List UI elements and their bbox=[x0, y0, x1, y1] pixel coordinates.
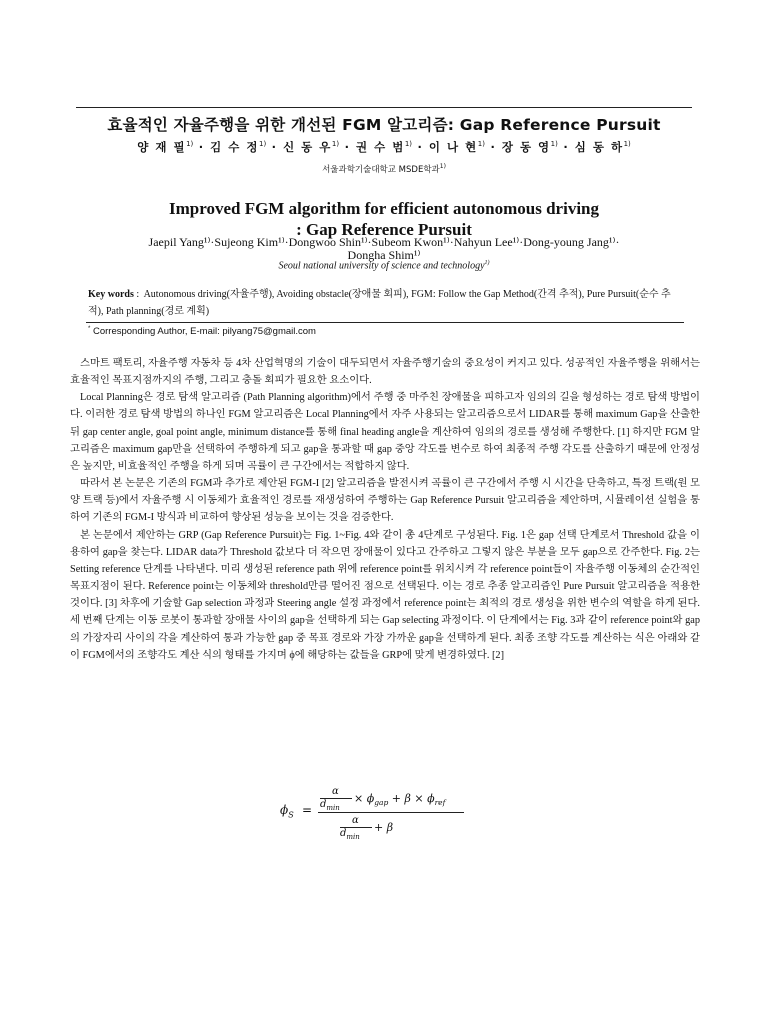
body-paragraph-1: 스마트 팩토리, 자율주행 자동차 등 4차 산업혁명의 기술이 대두되면서 자율주행기술의 중요성이 커지고 있다. 성공적인 자율주행을 위해서는 효율적인 목표지점까지의 주행, 그리고 충돌 회피가 필요한 요소이다. bbox=[70, 358, 700, 387]
formula-fraction-bar bbox=[318, 812, 464, 813]
korean-authors: 양 재 필$^{1)}$ · 김 수 정$^{1)}$ · 신 동 우$^{1)}$ · 권 수 범$^{1)}$ · 이 나 현$^{1)}$ · 장 동 영$^{1)}$ · 심 동 하$^{1)}$ bbox=[137, 140, 631, 154]
steering-angle-formula: $\phi_S$ = α $d_{min}$ × $\phi_{gap} + \beta \times \phi_{ref}$ α $d_{min}$ + β bbox=[280, 786, 440, 836]
body-paragraph-4: 본 논문에서 제안하는 GRP (Gap Reference Pursuit)는 Fig. 1~Fig. 4와 같이 총 4단계로 구성된다. Fig. 1은 gap 선택 단계로서 Threshold 값을 이용하여 gap을 찾는다. LIDAR data가 Threshold 값보다 더 작으면 장애물이 있다고 간주하고 그렇지 않은 부분을 모두 gap으로 간주한다. Fig. 2는 Setting reference 단계를 나타낸다. 미리 생성된 reference path 위에 reference point를 위치시켜 각 reference point들이 자율주행 이동체의 순간적인 목표지점이 된다. Reference point는 이동체와 threshold만큼 떨어진 점으로 선택된다. 이는 경로 추종 알고리즘인 Pure Pursuit 알고리즘을 적용한 것이다. [3] 차후에 기술할 Gap selection 과정과 Steering angle 설정 과정에서 reference point는 최적의 경로 생성을 위한 변수의 역할을 하게 된다. 세 번째 단계는 이동 로봇이 통과할 장애물 사이의 gap을 선택하게 되는 Gap selecting 과정이다. 이 단계에서는 Fig. 3과 같이 reference point와 gap의 가장자리 사이의 각을 계산하여 통과 가능한 gap 중 목표 경로와 가장 가까운 gap을 선택하게 된다. 최종 조향 각도를 계산하는 식은 아래와 같이 FGM에서의 조향각도 계산 식의 형태를 가지며 ϕ에 해당하는 값들을 GRP에 맞게 변경하였다. [2] bbox=[70, 529, 700, 661]
keywords-separator: : bbox=[133, 289, 144, 300]
korean-affiliation: 서울과학기술대학교 MSDE학과$^{1)}$ bbox=[322, 163, 446, 175]
author-ko-2: 김 수 정$^{1)}$ bbox=[210, 140, 267, 154]
english-affiliation: Seoul national university of science and technology$^{1)}$ bbox=[278, 260, 490, 272]
author-ko-5: 이 나 현$^{1)}$ bbox=[428, 140, 485, 154]
body-text bbox=[70, 355, 700, 664]
keywords-label: Key words bbox=[88, 289, 134, 300]
body-paragraph-3: 따라서 본 논문은 기존의 FGM과 추가로 제안된 FGM-I [2] 알고리즘을 발전시켜 곡률이 큰 구간에서 주행 시 시간을 단축하고, 특정 트랙(원 모양 트랙 등)에서 자율주행 시 이동체가 효율적인 경로를 재생성하여 주행하는 Gap Reference Pursuit 알고리즘을 제안하며, 시뮬레이션 실험을 통하여 기존의 FGM-I 방식과 비교하여 향상된 성능을 보이는 것을 검증한다. bbox=[70, 478, 700, 524]
body-paragraph-2: Local Planning은 경로 탐색 알고리즘 (Path Planning algorithm)에서 주행 중 마주친 장애물을 피하고자 임의의 길을 형성하는 경로 탐색 방법이다. 이러한 경로 탐색 방법의 하나인 FGM 알고리즘은 Local Planning에서 자주 사용되는 알고리즘으로서 LIDAR를 통해 maximum Gap을 산출한 뒤 gap center angle, goal point angle, minimum distance를 통해 final heading angle을 계산하여 임의의 경로를 생성해 주행한다. [1] 하지만 FGM 알고리즘은 maximum gap만을 선택하여 주행하게 되고 gap을 통과할 때 gap 중앙 각도를 변수로 하여 최종적 주행 각도를 산출하기 때문에 안정성은 높지만, 비효율적인 주행을 하게 되며 곡률이 큰 구간에서는 적합하지 않다. bbox=[70, 392, 700, 472]
english-title-line-1: Improved FGM algorithm for efficient autonomous driving bbox=[168, 199, 599, 218]
author-ko-4: 권 수 범$^{1)}$ bbox=[355, 140, 413, 154]
top-rule bbox=[76, 107, 692, 108]
english-title-line-2: : Gap Reference Pursuit bbox=[296, 220, 472, 239]
english-authors-line-1: Jaepil Yang¹⁾·Sujeong Kim¹⁾·Dongwoo Shin¹⁾·Subeom Kwon¹⁾·Nahyun Lee¹⁾·Dong-young Jang¹⁾· bbox=[148, 235, 620, 249]
english-authors-line-2: Dongha Shim¹⁾ bbox=[347, 248, 421, 262]
english-authors bbox=[88, 236, 680, 262]
formula-lhs: $\phi_S$ bbox=[280, 803, 294, 820]
author-ko-6: 장 동 영$^{1)}$ bbox=[501, 140, 558, 154]
formula-equals: = bbox=[302, 803, 313, 817]
korean-title: 효율적인 자율주행을 위한 개선된 FGM 알고리즘: Gap Reference Pursuit bbox=[107, 116, 661, 134]
author-ko-3: 신 동 우$^{1)}$ bbox=[283, 140, 340, 154]
author-ko-1: 양 재 필$^{1)}$ bbox=[137, 140, 194, 154]
footnote-rule bbox=[86, 322, 684, 323]
keywords bbox=[88, 286, 680, 320]
keywords-text: Autonomous driving(자율주행), Avoiding obstacle(장애물 회피), FGM: Follow the Gap Method(간격 추적), Pure Pursuit(순수 추적), Path planning(경로 계획) bbox=[88, 289, 671, 317]
corresponding-author: * Corresponding Author, E-mail: pilyang75@gmail.com bbox=[88, 326, 316, 338]
english-title bbox=[70, 198, 698, 240]
author-ko-7: 심 동 하$^{1)}$ bbox=[574, 140, 631, 154]
